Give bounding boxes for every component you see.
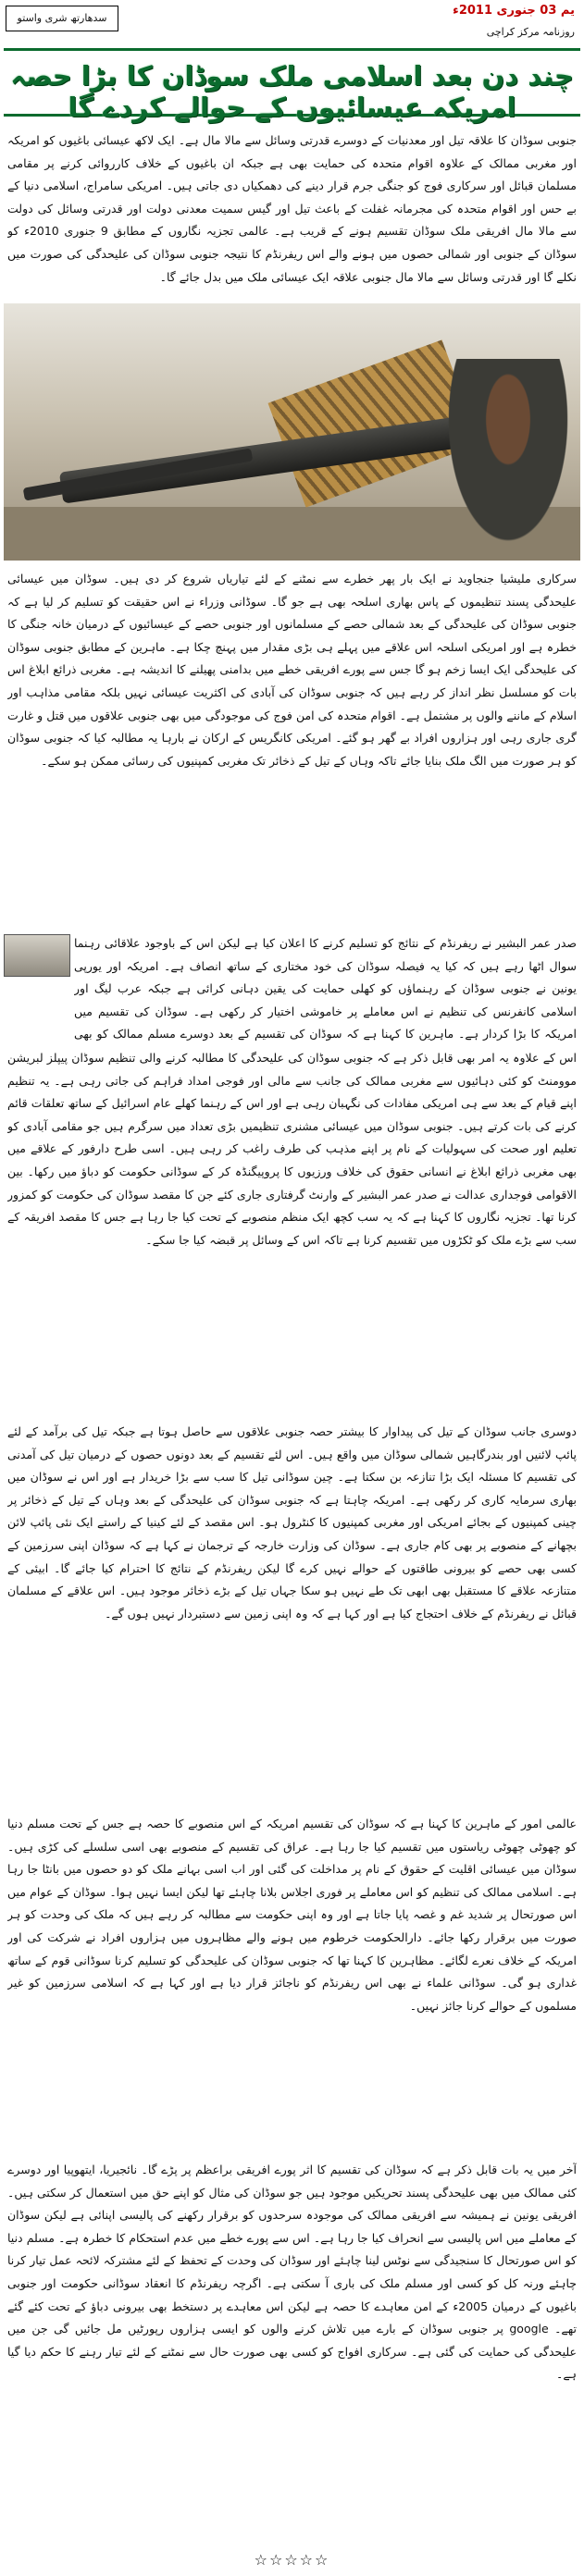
end-stars: ☆☆☆☆☆	[254, 2551, 330, 2569]
author-box: سدھارتھ شری واستو	[6, 6, 118, 31]
soldier-figure-image	[439, 359, 578, 561]
paragraph-militia: سرکاری ملیشیا جنجاوید نے ایک بار پھر خطرے سے نمٹنے کے لئے تیاریاں شروع کر دی ہیں۔ سوڈان میں عیسائی علیحدگی پسند تنظیموں کے پاس بھاری اسلحہ بھی ہے جو گا۔ سوڈانی وزراء نے اس حقیقت کو تسلیم کر لیا ہے کہ جنوبی سوڈان کی علیحدگی کے بعد شمالی حصے کے مسلمانوں اور جنوبی حصے کے عیسائیوں کے درمیان خانہ جنگی کا خطرہ ہے اور امریکی اسلحہ اس علاقے میں پہلے ہی بڑی مقدار میں پہنچ چکا ہے۔ ماہرین کے مطابق جنوبی سوڈان کی علیحدگی ایک ایسا زخم ہو گا جس سے پورے افریقی خطے میں بدامنی پھیلنے کا اندیشہ ہے۔ مغربی ذرائع ابلاغ اس بات کو مسلسل نظر انداز کر رہے ہیں کہ جنوبی سوڈان کی آبادی کی اکثریت عیسائی نہیں بلکہ مقامی مذاہب اور اسلام کے ماننے والوں پر مشتمل ہے۔ اقوام متحدہ کی امن فوج کی موجودگی میں بھی جنوبی علاقوں میں قتل و غارت گری جاری رہی اور ہزاروں افراد بے گھر ہو گئے۔ امریکی کانگریس کے ارکان نے بارہا یہ مطالبہ کیا کہ جنوبی سوڈان کو ہر صورت میں الگ ملک بنایا جائے تاکہ وہاں کے تیل کے ذخائر تک مغربی کمپنیوں کی رسائی ممکن ہو سکے۔	[7, 572, 577, 768]
headline-text: چند دن بعد اسلامی ملک سوڈان کا بڑا حصہ امریکہ عیسائیوں کے حوالے کردے گا	[10, 60, 574, 123]
paragraph-experts: عالمی امور کے ماہرین کا کہنا ہے کہ سوڈان کی تقسیم امریکہ کے اس منصوبے کا حصہ ہے جس کے تحت مسلم دنیا کو چھوٹی چھوٹی ریاستوں میں تقسیم کیا جا رہا ہے۔ عراق کی تقسیم کے منصوبے بھی اسی سلسلے کی کڑی ہیں۔ سوڈان میں عیسائی اقلیت کے حقوق کے نام پر مداخلت کی گئی اور اب اسی بہانے ملک کو دو حصوں میں بانٹا جا رہا ہے۔ اسلامی ممالک کی تنظیم کو اس معاملے پر فوری اجلاس بلانا چاہئے تھا لیکن ایسا نہیں ہوا۔ سوڈان کے عوام میں اس صورتحال پر شدید غم و غصہ پایا جاتا ہے اور وہ اپنی حکومت سے مطالبہ کر رہے ہیں کہ ملک کی وحدت کو ہر صورت میں برقرار رکھا جائے۔ دارالحکومت خرطوم میں ہونے والے مظاہروں میں ہزاروں افراد نے شرکت کی اور امریکہ کے خلاف نعرے لگائے۔ مظاہرین کا کہنا تھا کہ جنوبی سوڈان کی علیحدگی کو تسلیم کرنا سوڈانی قوم کے ساتھ غداری ہو گی۔ سوڈانی علماء نے بھی اس ریفرنڈم کو ناجائز قرار دیا ہے اور کہا ہے کہ اسلامی سرزمین کو غیر مسلموں کے حوالے کرنا جائز نہیں۔	[7, 1817, 577, 2013]
article-photo	[4, 303, 580, 561]
paragraph-oil: دوسری جانب سوڈان کے تیل کی پیداوار کا بیشتر حصہ جنوبی علاقوں سے حاصل ہوتا ہے جبکہ تیل کی برآمد کے لئے پائپ لائنیں اور بندرگاہیں شمالی سوڈان میں واقع ہیں۔ اس لئے تقسیم کے بعد دونوں حصوں کے درمیان تیل کی آمدنی کی تقسیم کا مسئلہ ایک بڑا تنازعہ بن سکتا ہے۔ چین سوڈانی تیل کا سب سے بڑا خریدار ہے اور اس نے سوڈان میں بھاری سرمایہ کاری کر رکھی ہے۔ امریکہ چاہتا ہے کہ جنوبی سوڈان کی علیحدگی کے بعد وہاں کے تیل کے ذخائر پر چینی کمپنیوں کے بجائے امریکی اور مغربی کمپنیوں کا کنٹرول ہو۔ اس مقصد کے لئے کینیا کے راستے ایک نئی پائپ لائن بچھانے کے منصوبے پر بھی کام جاری ہے۔ سوڈان کی وزارت خارجہ کے ترجمان نے کہا ہے کہ سوڈان اپنی سرزمین کے کسی بھی حصے کو بیرونی طاقتوں کے حوالے نہیں کرے گا لیکن ریفرنڈم کے نتائج کا احترام کیا جائے گا۔ ابیئی کے متنازعہ علاقے کا مستقبل بھی ابھی تک طے نہیں ہو سکا جہاں تیل کے بڑے ذخائر موجود ہیں۔ اس علاقے کے مسلمان قبائل نے ریفرنڈم کے خلاف احتجاج کیا ہے اور کہا ہے کہ وہ اپنی زمین سے دستبردار نہیں ہوں گے۔	[7, 1424, 577, 1621]
paragraph-splm: اس کے علاوہ یہ امر بھی قابل ذکر ہے کہ جنوبی سوڈان کی علیحدگی کا مطالبہ کرنے والی تنظیم سوڈان پیپلز لبریشن موومنٹ کو کئی دہائیوں سے مغربی ممالک کی جانب سے مالی اور فوجی امداد فراہم کی جاتی رہی ہے۔ یہ تنظیم اپنے قیام کے بعد سے ہی امریکی مفادات کی نگہبان رہی ہے اور اس کے رہنما کھلے عام اسرائیل کے ساتھ تعلقات قائم کرنے کی بات کرتے ہیں۔ جنوبی سوڈان میں عیسائی مشنری تنظیمیں بڑی تعداد میں سرگرم ہیں جو مقامی آبادی کو تعلیم اور صحت کی سہولیات کے نام پر اپنے مذہب کی طرف راغب کر رہی ہیں۔ اسی طرح دارفور کے علاقے میں بھی مغربی ذرائع ابلاغ نے انسانی حقوق کی خلاف ورزیوں کا پروپیگنڈہ کر کے سوڈانی حکومت کو دباؤ میں رکھا۔ بین الاقوامی فوجداری عدالت نے صدر عمر البشیر کے وارنٹ گرفتاری جاری کئے جن کا مقصد سوڈان کی حکومت کو کمزور کرنا تھا۔ تجزیہ نگاروں کا کہنا ہے کہ یہ سب کچھ ایک منظم منصوبے کے تحت کیا جا رہا ہے جس کا مقصد افریقہ کے سب سے بڑے ملک کو ٹکڑوں میں تقسیم کرنا ہے تاکہ اس کے وسائل پر قبضہ کیا جا سکے۔	[7, 1051, 577, 1247]
newspaper-name: روزنامہ مرکز کراچی	[486, 26, 575, 38]
paragraph-president: صدر عمر البشیر نے ریفرنڈم کے نتائج کو تسلیم کرنے کا اعلان کیا ہے لیکن اس کے باوجود علاقائی رہنما سوال اٹھا رہے ہیں کہ کیا یہ فیصلہ سوڈان کی خود مختاری کے ساتھ انصاف ہے۔ امریکہ اور یورپی یونین نے جنوبی سوڈان کے رہنماؤں کو کھلی حمایت کی یقین دہانی کرائی ہے جبکہ عرب لیگ اور اسلامی کانفرنس کی تنظیم نے اس معاملے پر خاموشی اختیار کر رکھی ہے۔ سوڈان کی تقسیم میں امریکہ کا بڑا کردار ہے۔ ماہرین کا کہنا ہے کہ سوڈان کی تقسیم کے بعد دوسرے مسلم ممالک کو بھی	[74, 936, 577, 1041]
publish-date: یم 03 جنوری 2011ء	[453, 4, 575, 18]
inset-photo	[4, 934, 70, 977]
article-meta-bar	[0, 0, 584, 44]
headline-banner	[4, 48, 580, 123]
paragraph-conclusion: آخر میں یہ بات قابل ذکر ہے کہ سوڈان کی تقسیم کا اثر پورے افریقی براعظم پر پڑے گا۔ نائجیریا، ایتھوپیا اور دوسرے کئی ممالک میں بھی علیحدگی پسند تحریکیں موجود ہیں جو سوڈان کی مثال کو اپنے حق میں استعمال کر سکتی ہیں۔ افریقی یونین نے ہمیشہ سے افریقی ممالک کی موجودہ سرحدوں کو برقرار رکھنے کی پالیسی اپنائی ہے لیکن سوڈان کے معاملے میں اس پالیسی سے انحراف کیا جا رہا ہے۔ اس سے پورے خطے میں عدم استحکام کا خطرہ ہے۔ مسلم دنیا کو اس صورتحال کا سنجیدگی سے نوٹس لینا چاہئے اور سوڈان کی وحدت کے تحفظ کے لئے مشترکہ لائحہ عمل تیار کرنا چاہئے ورنہ کل کو کسی اور مسلم ملک کی باری آ سکتی ہے۔ اگرچہ ریفرنڈم کا انعقاد سوڈانی حکومت اور جنوبی باغیوں کے درمیان 2005ء کے امن معاہدے کا حصہ ہے لیکن اس معاہدے پر دستخط بھی بیرونی دباؤ کے تحت کئے گئے تھے۔ google پر جنوبی سوڈان کے بارے میں تلاش کرنے والوں کو ایسی ہزاروں رپورٹیں مل جائیں گی جن میں علیحدگی کی حمایت کی گئی ہے۔ سرکاری افواج کو کسی بھی صورت حال سے نمٹنے کے لئے تیار رہنے کا حکم دیا گیا ہے۔	[7, 2163, 577, 2382]
paragraph-intro: جنوبی سوڈان کا علاقہ تیل اور معدنیات کے دوسرے قدرتی وسائل سے مالا مال ہے۔ ایک لاکھ عیسائی باغیوں کو امریکہ اور مغربی ممالک کے علاوہ اقوام متحدہ کی حمایت بھی ہے جبکہ ان باغیوں کے خلاف کارروائی کرنے پر مقامی مسلمان قبائل اور سرکاری فوج کو جنگی جرم قرار دینے کی دھمکیاں دی جاتی ہیں۔ امریکی سامراج، اسلامی دنیا کے بے حس اور اقوام متحدہ کی مجرمانہ غفلت کے باعث تیل اور گیس سمیت معدنی دولت اور قدرتی وسائل کی دولت سے مالا مال افریقی ملک سوڈان تقسیم ہونے کے قریب ہے۔ عالمی تجزیہ نگاروں کے مطابق 9 جنوری 2010ء کو سوڈان کے جنوبی اور شمالی حصوں میں ہونے والے اس ریفرنڈم کا نتیجہ جنوبی سوڈان کی علیحدگی کی صورت میں نکلے گا اور قدرتی وسائل سے مالا مال جنوبی علاقہ ایک عیسائی ملک میں بدل جائے گا۔	[7, 133, 577, 284]
